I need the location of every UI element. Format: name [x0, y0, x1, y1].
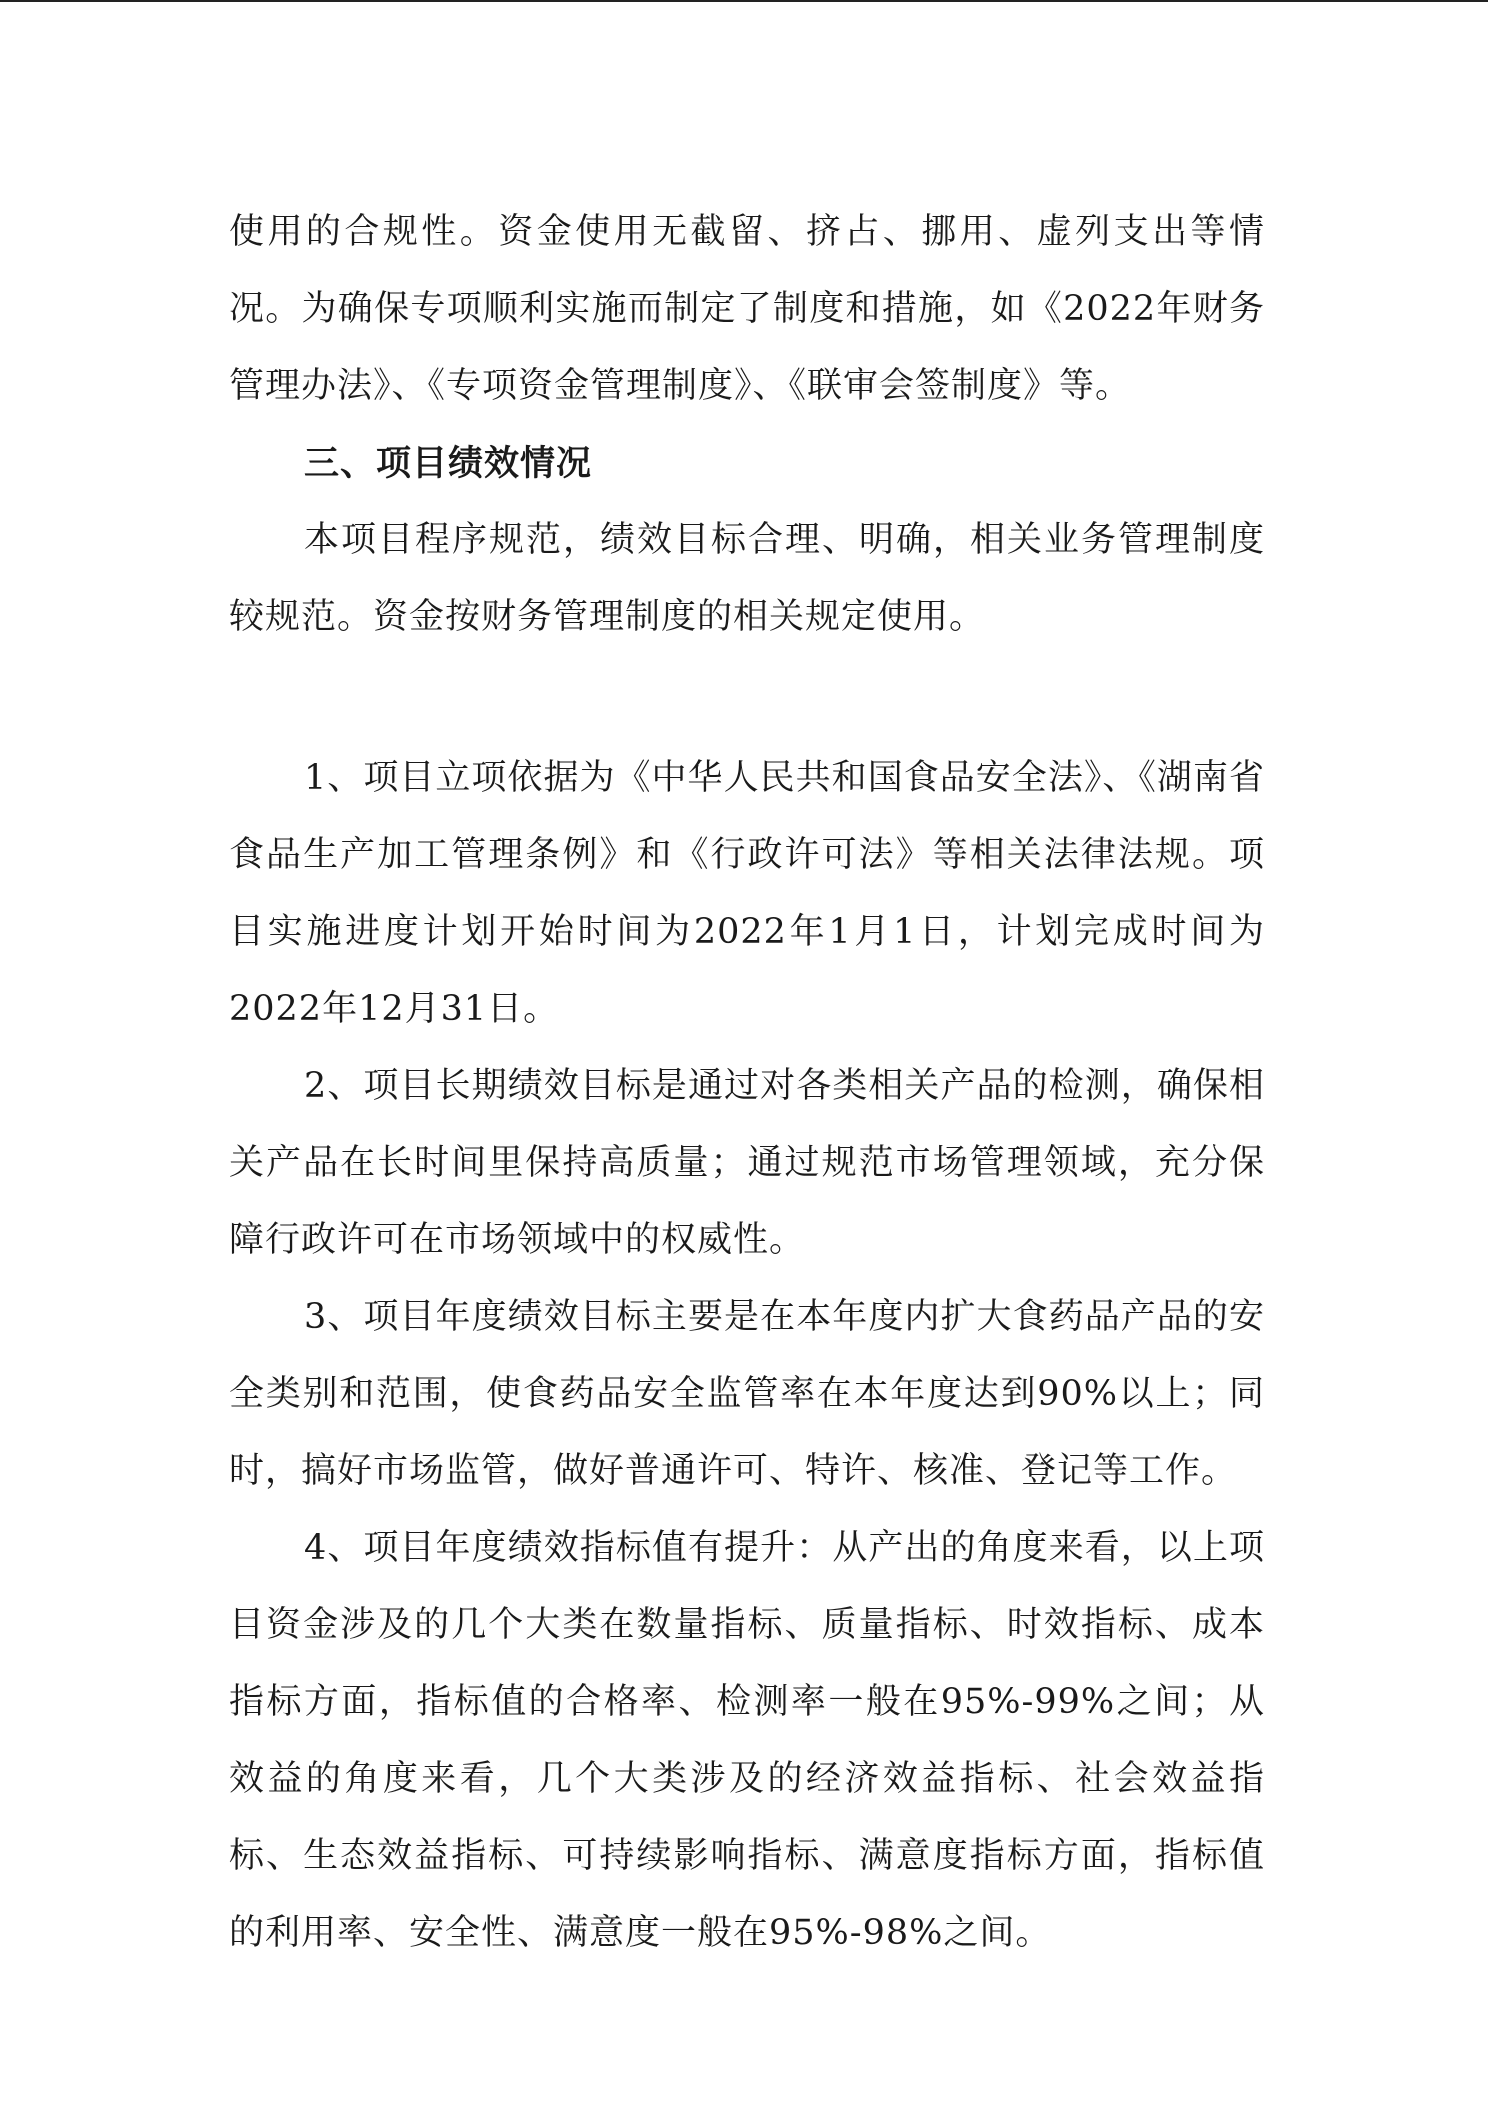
paragraph-item-3-annual-goal: 3、项目年度绩效目标主要是在本年度内扩大食药品产品的安全类别和范围，使食药品安全监管率在本年度达到90%以上；同时，搞好市场监管，做好普通许可、特许、核准、登记等工作。	[229, 1297, 1265, 1491]
paragraph-item-2-long-term-goal: 2、项目长期绩效目标是通过对各类相关产品的检测，确保相关产品在长时间里保持高质量；通过规范市场管理领域，充分保障行政许可在市场领域中的权威性。	[229, 1066, 1265, 1260]
paragraph-performance-summary: 本项目程序规范，绩效目标合理、明确，相关业务管理制度较规范。资金按财务管理制度的相关规定使用。	[229, 520, 1265, 637]
paragraph-spacer	[229, 656, 1265, 740]
section-heading-performance: 三、项目绩效情况	[304, 443, 593, 484]
paragraph-item-1-basis: 1、项目立项依据为《中华人民共和国食品安全法》、《湖南省食品生产加工管理条例》和《行政许可法》等相关法律法规。项目实施进度计划开始时间为2022年1月1日，计划完成时间为2022年12月31日。	[229, 758, 1265, 1029]
document-body	[229, 194, 1265, 1972]
paragraph-fund-compliance: 使用的合规性。资金使用无截留、挤占、挪用、虚列支出等情况。为确保专项顺利实施而制定了制度和措施，如《2022年财务管理办法》、《专项资金管理制度》、《联审会签制度》等。	[229, 212, 1265, 406]
paragraph-item-4-indicators: 4、项目年度绩效指标值有提升：从产出的角度来看，以上项目资金涉及的几个大类在数量指标、质量指标、时效指标、成本指标方面，指标值的合格率、检测率一般在95%-99%之间；从效益的角度来看，几个大类涉及的经济效益指标、社会效益指标、生态效益指标、可持续影响指标、满意度指标方面，指标值的利用率、安全性、满意度一般在95%-98%之间。	[229, 1528, 1265, 1953]
page-top-border	[0, 0, 1488, 2]
